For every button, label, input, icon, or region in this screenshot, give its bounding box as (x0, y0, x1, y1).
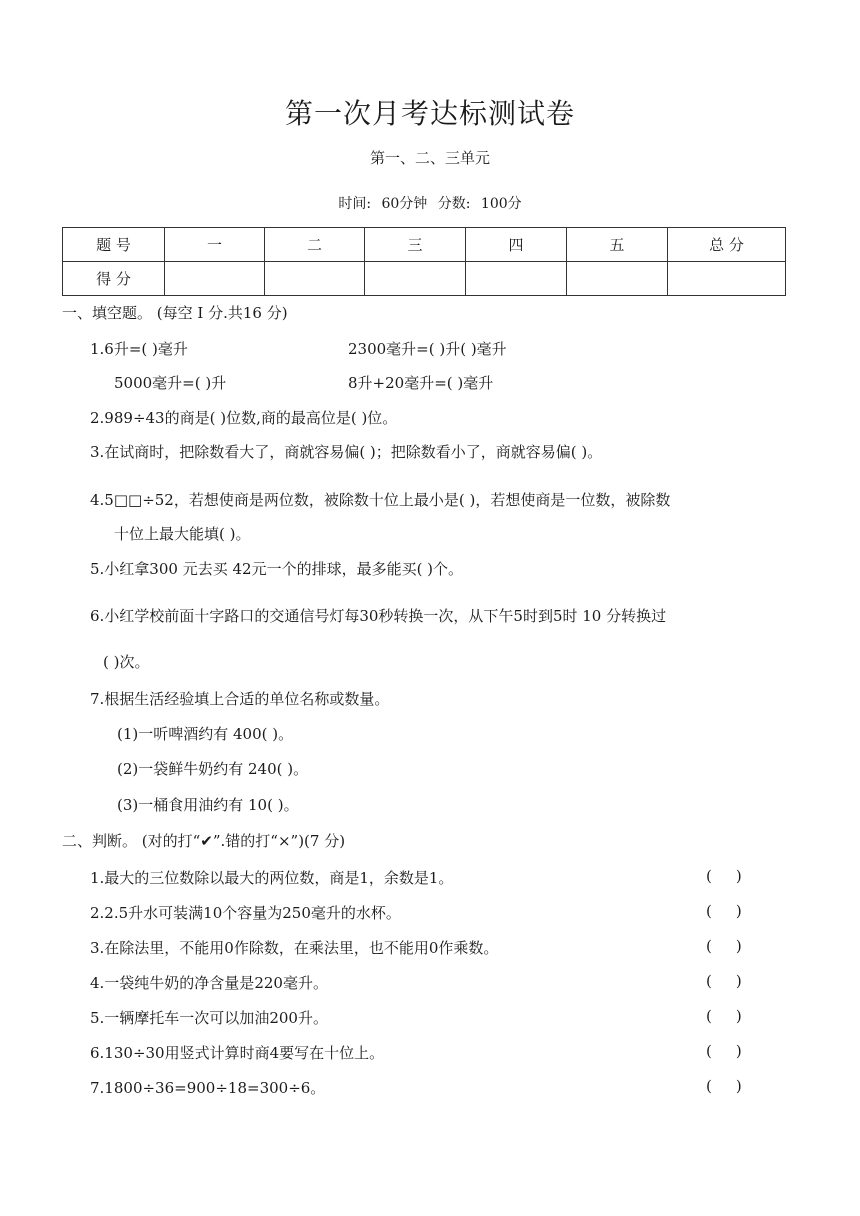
answer-paren: () (706, 902, 766, 920)
answer-paren: () (706, 937, 766, 955)
score-header-cell: 题 号 (63, 228, 165, 262)
answer-paren: () (706, 1077, 766, 1095)
score-table-score-row (63, 262, 786, 296)
judge-item-7: 7.1800÷36=900÷18=300÷6。 (90, 1079, 326, 1097)
question-6-line1: 6.小红学校前面十字路口的交通信号灯每30秒转换一次，从下午5时到5时 10 分转换过 (90, 607, 667, 625)
score-cell[interactable] (567, 262, 668, 296)
judge-item-4: 4.一袋纯牛奶的净含量是220毫升。 (90, 974, 328, 992)
question-3: 3.在试商时，把除数看大了，商就容易偏( )；把除数看小了，商就容易偏( )。 (90, 443, 603, 461)
score-cell[interactable] (165, 262, 265, 296)
answer-paren: () (706, 867, 766, 885)
question-1a: 1.6升=( )毫升 (90, 340, 188, 358)
judge-item-5: 5.一辆摩托车一次可以加油200升。 (90, 1009, 328, 1027)
score-header-cell: 五 (567, 228, 668, 262)
question-4-line1: 4.5□□÷52，若想使商是两位数，被除数十位上最小是( )，若想使商是一位数，被除数 (90, 491, 671, 509)
question-6-line2: ( )次。 (103, 653, 150, 671)
score-table (62, 227, 786, 296)
question-5: 5.小红拿300 元去买 42元一个的排球，最多能买( )个。 (90, 560, 464, 578)
score-cell[interactable] (265, 262, 365, 296)
answer-paren: () (706, 1042, 766, 1060)
judge-item-2: 2.2.5升水可装满10个容量为250毫升的水杯。 (90, 904, 401, 922)
score-header-cell: 总 分 (668, 228, 786, 262)
page-title: 第一次月考达标测试卷 (284, 97, 575, 130)
score-header-cell: 一 (165, 228, 265, 262)
score-row-label: 得 分 (63, 262, 165, 296)
score-header-cell: 四 (466, 228, 567, 262)
question-7-3: (3)一桶食用油约有 10( )。 (117, 796, 299, 814)
judge-item-6: 6.130÷30用竖式计算时商4要写在十位上。 (90, 1044, 385, 1062)
judge-item-1: 1.最大的三位数除以最大的两位数，商是1，余数是1。 (90, 869, 454, 887)
score-header-cell: 三 (365, 228, 466, 262)
score-cell[interactable] (466, 262, 567, 296)
question-4-line2: 十位上最大能填( )。 (114, 525, 251, 543)
question-7-2: (2)一袋鲜牛奶约有 240( )。 (117, 760, 309, 778)
question-7-1: (1)一听啤酒约有 400( )。 (117, 725, 294, 743)
question-1b: 2300毫升=( )升( )毫升 (348, 340, 507, 358)
score-table-header-row (63, 228, 786, 262)
answer-paren: () (706, 1007, 766, 1025)
score-cell[interactable] (365, 262, 466, 296)
question-1c: 5000毫升=( )升 (114, 374, 227, 392)
judge-item-3: 3.在除法里，不能用0作除数，在乘法里，也不能用0作乘数。 (90, 939, 499, 957)
score-cell[interactable] (668, 262, 786, 296)
section1-heading: 一、填空题。 (每空 I 分.共16 分) (62, 304, 288, 322)
question-7: 7.根据生活经验填上合适的单位名称或数量。 (90, 690, 390, 708)
score-header-cell: 二 (265, 228, 365, 262)
exam-meta: 时间: 60分钟 分数: 100分 (338, 196, 522, 212)
section2-heading: 二、判断。 (对的打“✔”.错的打“×”)(7 分) (62, 832, 346, 850)
question-1d: 8升+20毫升=( )毫升 (348, 374, 494, 392)
answer-paren: () (706, 972, 766, 990)
question-2: 2.989÷43的商是( )位数,商的最高位是( )位。 (90, 409, 398, 427)
page-subtitle: 第一、二、三单元 (369, 149, 490, 167)
